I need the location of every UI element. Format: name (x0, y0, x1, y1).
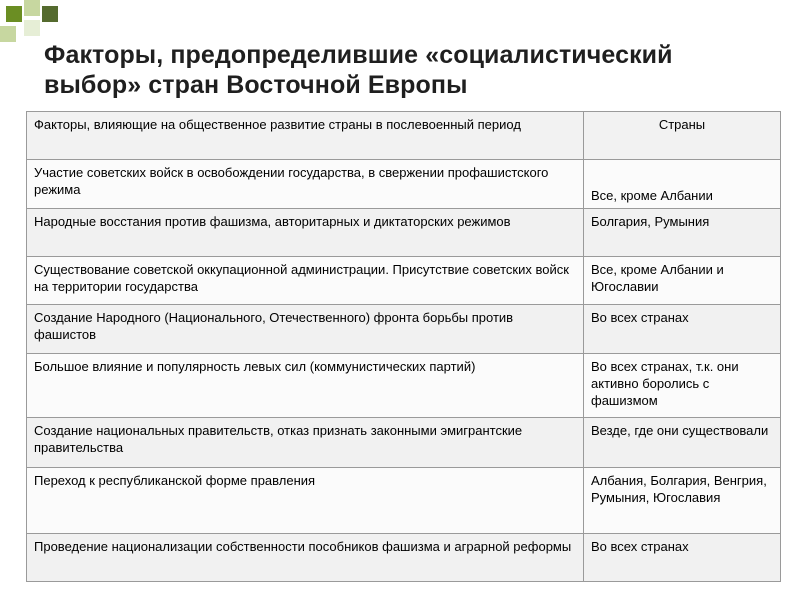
countries-cell: Болгария, Румыния (584, 209, 781, 257)
table-row (27, 534, 781, 582)
countries-cell: Во всех странах, т.к. они активно боролись с фашизмом (584, 354, 781, 418)
decor-square (6, 6, 22, 22)
countries-cell: Албания, Болгария, Венгрия, Румыния, Югославия (584, 468, 781, 534)
factors-table (26, 111, 781, 582)
factor-cell: Народные восстания против фашизма, авторитарных и диктаторских режимов (27, 209, 584, 257)
table-row (27, 354, 781, 418)
factor-cell: Проведение национализации собственности пособников фашизма и аграрной реформы (27, 534, 584, 582)
decor-square (24, 0, 40, 16)
factors-table-container (26, 111, 780, 582)
countries-cell: Везде, где они существовали (584, 418, 781, 468)
table-row (27, 418, 781, 468)
table-header-row (27, 112, 781, 160)
countries-cell: Во всех странах (584, 305, 781, 354)
decor-square (24, 20, 40, 36)
factor-cell: Создание национальных правительств, отказ признать законными эмигрантские правительства (27, 418, 584, 468)
countries-cell: Все, кроме Албании и Югославии (584, 257, 781, 305)
table-row (27, 160, 781, 209)
factor-cell: Переход к республиканской форме правления (27, 468, 584, 534)
decor-square (42, 6, 58, 22)
header-factors: Факторы, влияющие на общественное развитие страны в послевоенный период (27, 112, 584, 160)
factor-cell: Создание Народного (Национального, Отечественного) фронта борьбы против фашистов (27, 305, 584, 354)
slide-title: Факторы, предопределившие «социалистический выбор» стран Восточной Европы (44, 41, 673, 99)
table-row (27, 257, 781, 305)
countries-cell: Во всех странах (584, 534, 781, 582)
factor-cell: Существование советской оккупационной администрации. Присутствие советских войск на территории государства (27, 257, 584, 305)
countries-cell: Все, кроме Албании (584, 160, 781, 209)
header-countries: Страны (584, 112, 781, 160)
table-row (27, 209, 781, 257)
decor-square (0, 26, 16, 42)
table-row (27, 468, 781, 534)
factor-cell: Участие советских войск в освобождении государства, в свержении профашистского режима (27, 160, 584, 209)
table-row (27, 305, 781, 354)
factor-cell: Большое влияние и популярность левых сил (коммунистических партий) (27, 354, 584, 418)
